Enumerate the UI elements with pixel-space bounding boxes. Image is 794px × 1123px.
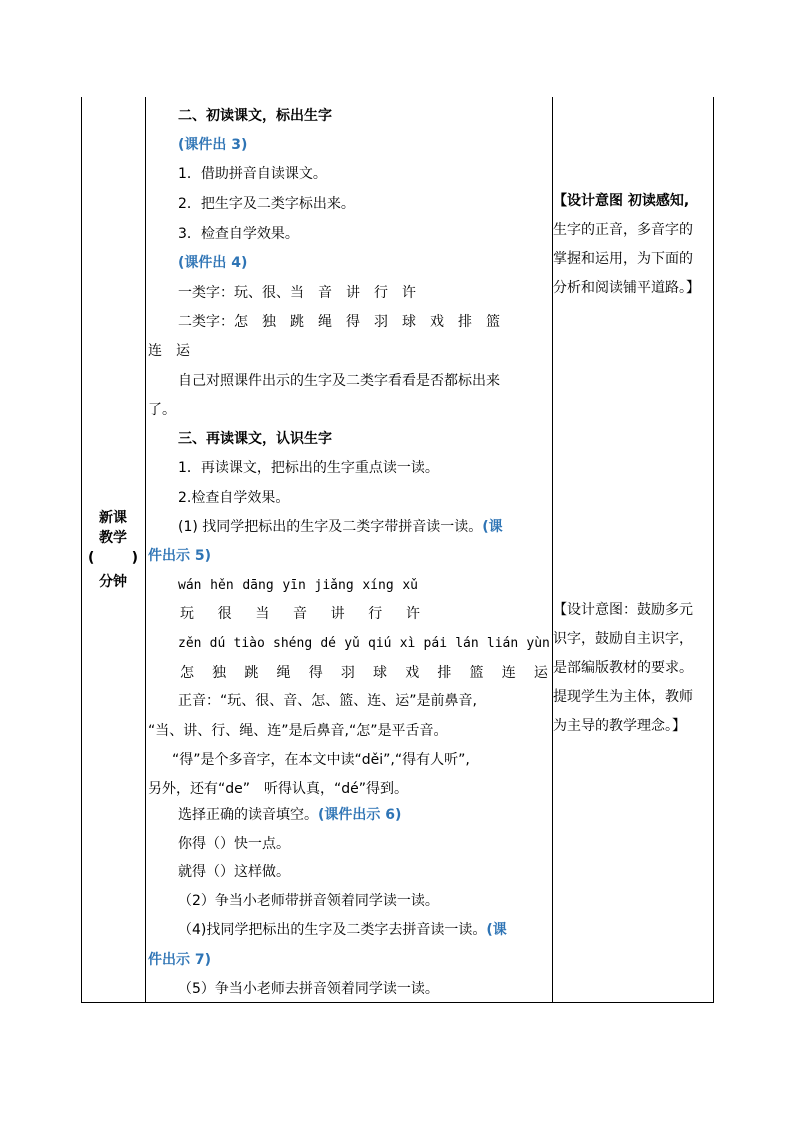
note-2-line-4: 提现学生为主体，教师 (553, 689, 693, 705)
self-check-line-2: 了。 (148, 402, 176, 418)
pinyin: lán (455, 636, 479, 651)
table-border-bottom (81, 1002, 714, 1003)
sub-step-4-text: （4)找同学把标出的生字及二类字去拼音读一读。 (178, 922, 487, 938)
stage-line-4: 分钟 (99, 574, 127, 590)
hanzi: 独 (212, 665, 227, 681)
hanzi: 篮 (469, 665, 484, 681)
hanzi: 运 (533, 665, 548, 681)
hanzi: 讲 (330, 606, 345, 622)
hanzi: 音 (292, 606, 307, 622)
pinyin-row-1 (178, 576, 418, 596)
stage-line-2: 教学 (99, 530, 127, 546)
polyphone-note-2: 另外，还有“de” 听得认真，“dé”得到。 (148, 781, 409, 797)
hanzi: 当 (255, 606, 270, 622)
cue-7-start: (课 (486, 922, 507, 938)
hanzi-row-2 (180, 663, 548, 683)
self-check-line-1: 自己对照课件出示的生字及二类字看看是否都标出来 (178, 373, 500, 389)
pinyin: dāng (242, 578, 274, 593)
step-3: 3．检查自学效果。 (178, 226, 299, 242)
class-2-characters-line-2: 连 运 (148, 343, 190, 359)
pinyin: zěn (178, 636, 202, 651)
note-2-line-1: 【设计意图：鼓励多元 (553, 602, 693, 618)
hanzi: 跳 (244, 665, 259, 681)
section-2-title: 二、初读课文，标出生字 (178, 108, 332, 124)
cue-3: (课件出 3) (178, 137, 248, 153)
sub-step-1-line-1 (178, 517, 503, 537)
pronunciation-note-1: 正音：“玩、很、音、怎、篮、连、运”是前鼻音, (178, 693, 477, 709)
design-intent-note-2 (553, 596, 713, 741)
hanzi: 很 (217, 606, 232, 622)
pinyin: lián (486, 636, 519, 651)
fill-blank-2: 就得（）这样做。 (178, 864, 290, 880)
hanzi: 戏 (405, 665, 420, 681)
stage-line-1: 新课 (99, 510, 127, 526)
note-1-line-1: 【设计意图 初读感知, (553, 193, 690, 209)
sub-step-5: （5）争当小老师去拼音领着同学读一读。 (178, 981, 439, 997)
hanzi: 玩 (180, 606, 194, 622)
pinyin: tiào (233, 636, 265, 651)
pinyin: jiǎng (314, 578, 354, 593)
hanzi: 行 (368, 606, 383, 622)
hanzi: 怎 (180, 665, 194, 681)
pinyin: xǔ (402, 578, 418, 593)
pinyin: shéng (273, 636, 313, 651)
sub-step-4-line-1 (178, 920, 507, 940)
reread-step-1: 1．再读课文，把标出的生字重点读一读。 (178, 460, 439, 476)
table-border-col1 (145, 97, 146, 1003)
pinyin: xíng (362, 578, 394, 593)
pinyin: xì (399, 636, 416, 651)
hanzi: 许 (405, 606, 420, 622)
pinyin: pái (423, 636, 448, 651)
section-3-title: 三、再读课文，认识生字 (178, 431, 332, 447)
step-2: 2．把生字及二类字标出来。 (178, 196, 355, 212)
pinyin: wán (178, 578, 202, 593)
note-1-line-4: 分析和阅读铺平道路。】 (553, 280, 700, 296)
design-intent-note-1 (553, 187, 713, 303)
reread-step-2: 2.检查自学效果。 (178, 490, 290, 506)
note-1-line-2: 生字的正音，多音字的 (553, 222, 693, 238)
note-2-line-5: 为主导的教学理念。】 (553, 718, 686, 734)
hanzi-row-1 (180, 604, 420, 624)
hanzi: 绳 (276, 665, 291, 681)
pinyin: yǔ (344, 636, 360, 651)
cue-7-end: 件出示 7) (148, 952, 212, 968)
class-2-characters-line-1: 二类字：怎 独 跳 绳 得 羽 球 戏 排 篮 (178, 314, 500, 330)
choose-text: 选择正确的读音填空。 (178, 807, 318, 823)
hanzi: 连 (501, 665, 516, 681)
pinyin: yùn (526, 636, 550, 651)
pinyin: dú (209, 636, 226, 651)
class-1-characters: 一类字：玩、很、当 音 讲 行 许 (178, 285, 416, 301)
hanzi: 羽 (340, 665, 355, 681)
pinyin: hěn (210, 578, 234, 593)
cue-6: (课件出示 6) (318, 807, 402, 823)
hanzi: 球 (373, 665, 388, 681)
fill-blank-1: 你得（）快一点。 (178, 836, 290, 852)
pinyin-row-2 (178, 634, 550, 654)
pinyin: dé (320, 636, 336, 651)
cue-5-start: (课 (482, 519, 503, 535)
pronunciation-note-2: “当、讲、行、绳、连”是后鼻音,“怎”是平舌音。 (148, 723, 448, 739)
pinyin: qiú (368, 636, 392, 651)
hanzi: 排 (437, 665, 452, 681)
pinyin: yīn (282, 578, 306, 593)
note-2-line-2: 识字，鼓励自主识字， (553, 631, 693, 647)
lesson-stage-label (82, 508, 144, 592)
cue-4: (课件出 4) (178, 255, 248, 271)
stage-duration-blank: ( ) (88, 550, 138, 566)
choose-pronunciation (178, 805, 401, 825)
note-2-line-3: 是部编版教材的要求。 (553, 660, 693, 676)
table-border-right (713, 97, 714, 1003)
step-1: 1．借助拼音自读课文。 (178, 166, 327, 182)
polyphone-note-1: “得”是个多音字，在本文中读“děi”,“得有人听”, (172, 752, 470, 768)
hanzi: 得 (308, 665, 323, 681)
sub-step-2: （2）争当小老师带拼音领着同学读一读。 (178, 893, 439, 909)
sub-step-1-text: (1) 找同学把标出的生字及二类字带拼音读一读。 (178, 519, 483, 535)
cue-5-end: 件出示 5) (148, 548, 212, 564)
note-1-line-3: 掌握和运用，为下面的 (553, 251, 693, 267)
